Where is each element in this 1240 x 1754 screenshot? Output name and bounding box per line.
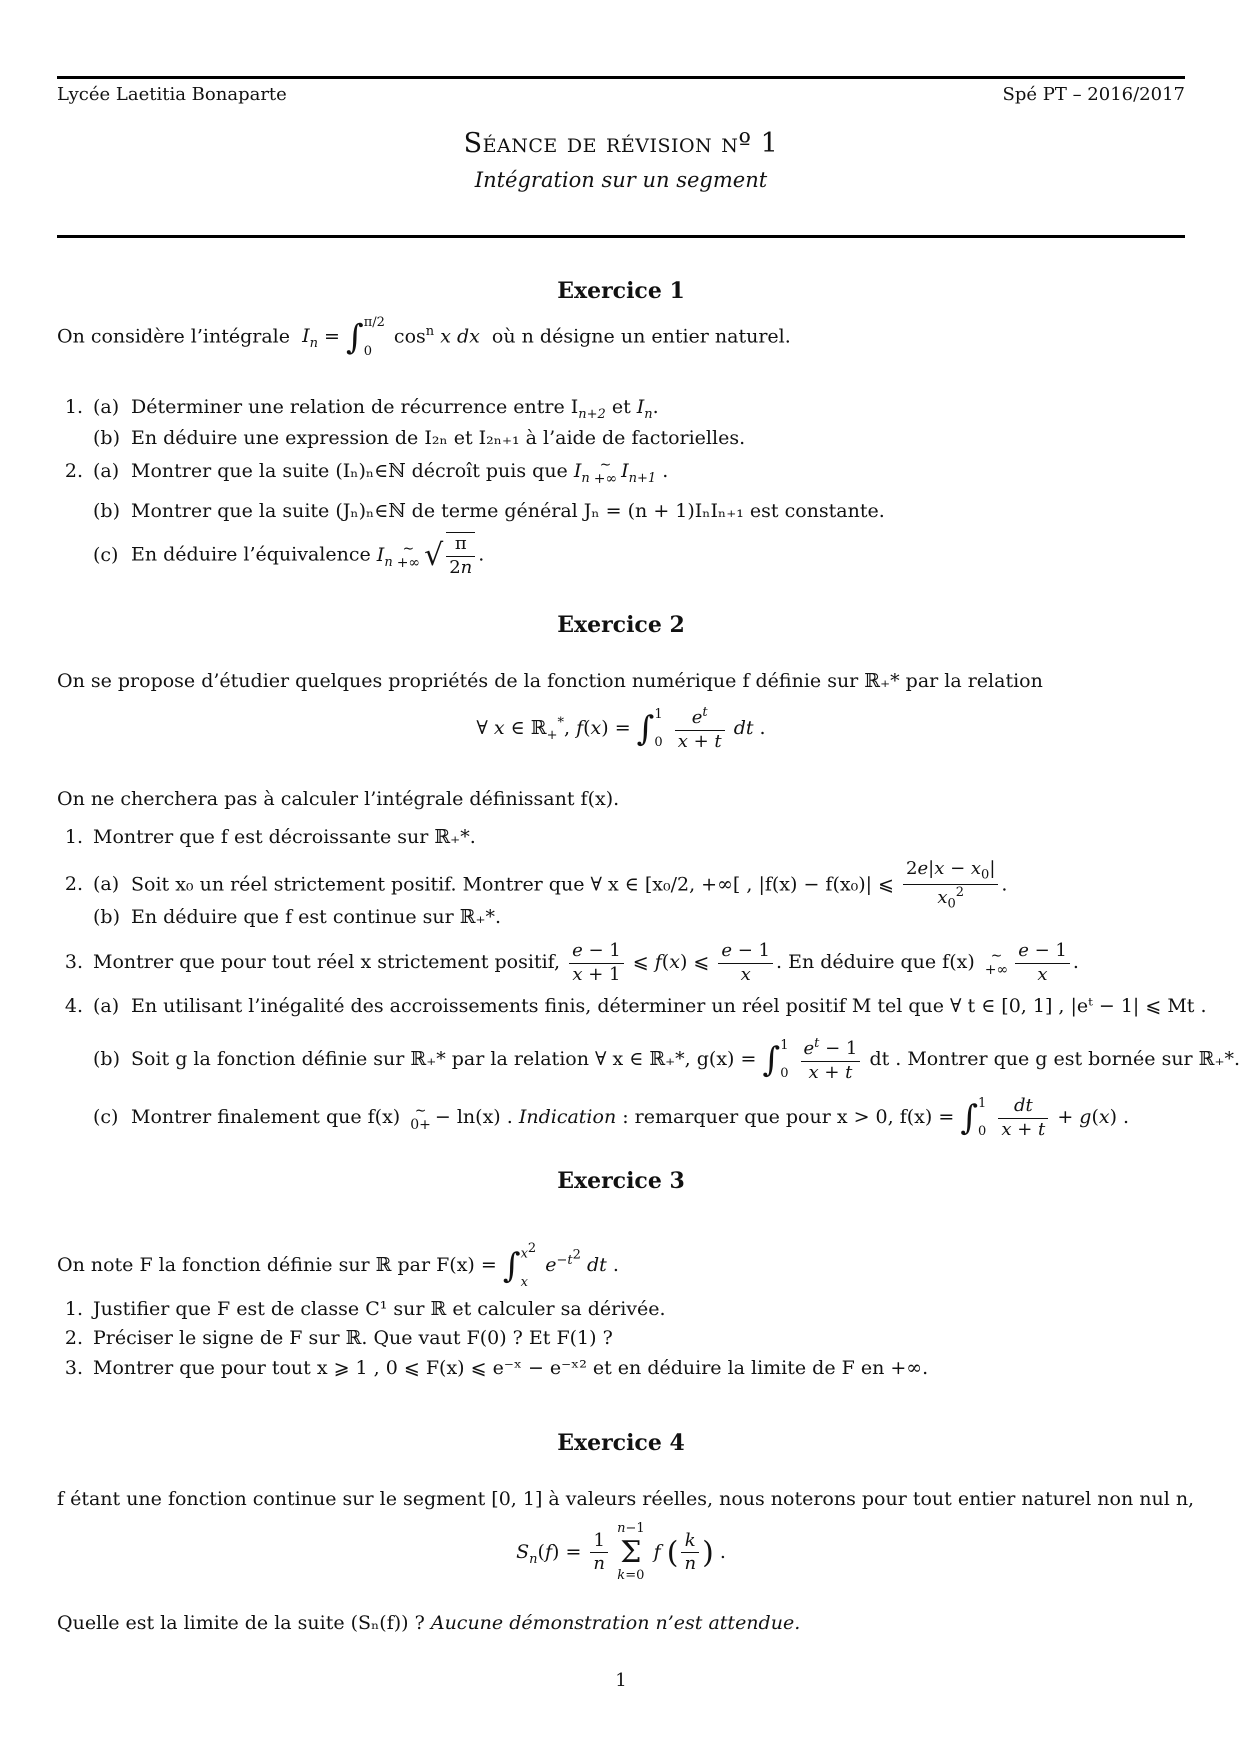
page-title: Séance de révision nº 1 <box>463 128 779 159</box>
ex2-note: On ne cherchera pas à calculer l’intégrale définissant f(x). <box>57 788 620 810</box>
ex1-q1a: 1. (a) Déterminer une relation de récurrence entre $I_{n+2}$ et $I_n$. <box>64 396 659 422</box>
ex1-q2a: 2. (a) Montrer que la suite (Iₙ)ₙ∈ℕ décroît puis que $I_n$ ∼ +∞ $I_{n+1}$ . <box>64 457 669 487</box>
exercise-3-title: Exercice 3 <box>557 1168 685 1194</box>
ex4-question: Quelle est la limite de la suite (Sₙ(f)) ? Aucune démonstration n’est attendue. <box>57 1612 801 1634</box>
exercise-4-title: Exercice 4 <box>557 1430 685 1456</box>
school-name: Lycée Laetitia Bonaparte <box>57 84 287 105</box>
exercise-2-title: Exercice 2 <box>557 612 685 638</box>
header-rule <box>57 76 1185 79</box>
ex2-q1: 1. Montrer que f est décroissante sur ℝ₊*. <box>64 826 476 848</box>
ex1-q2c: (c) En déduire l’équivalence $I_n$ ∼ +∞ √ $\frac{\pi}{2n}$ . <box>93 533 485 578</box>
ex1-q1b: (b) En déduire une expression de I₂ₙ et I₂ₙ₊₁ à l’aide de factorielles. <box>93 427 746 449</box>
ex2-definition: ∀ x ∈ ℝ$_+$*, f(x) = ∫ 1 0 $\frac{e^t}{x + t}$ dt . <box>476 705 766 752</box>
exercise-3-intro: On note F la fonction définie sur ℝ par F(x) = ∫ $x^2$ x $e^{-t^2}$ dt . <box>57 1241 619 1290</box>
exercise-1-title: Exercice 1 <box>557 278 685 304</box>
ex2-q3: 3. Montrer que pour tout réel x strictement positif, $\frac{e - 1}{x + 1}$ ⩽ f(x) ⩽ $\frac{e - 1}{x}$ . En déduire que f(x) ∼ +∞ $\frac{e - 1}{x}$ . <box>64 940 1079 985</box>
exercise-4-intro: f étant une fonction continue sur le segment [0, 1] à valeurs réelles, nous noterons pour tout entier naturel non nul n, <box>57 1488 1195 1510</box>
ex1-q2b: (b) Montrer que la suite (Jₙ)ₙ∈ℕ de terme général Jₙ = (n + 1)IₙIₙ₊₁ est constante. <box>93 500 885 522</box>
title-rule <box>57 235 1185 238</box>
ex3-q1: 1. Justifier que F est de classe C¹ sur ℝ et calculer sa dérivée. <box>64 1298 666 1320</box>
ex2-q4a: 4. (a) En utilisant l’inégalité des accroissements finis, déterminer un réel positif M tel que ∀ t ∈ [0, 1] , |eᵗ − 1| ⩽ Mt . <box>64 995 1207 1017</box>
ex2-q2b: (b) En déduire que f est continue sur ℝ₊*. <box>93 906 502 928</box>
ex4-sum-definition: $S_n(f)$ = $\frac{1}{n}$ n−1 Σ k=0 f ( $\frac{k}{n}$ ) . <box>516 1521 726 1584</box>
exercise-2-intro: On se propose d’étudier quelques propriétés de la fonction numérique f définie sur ℝ₊* par la relation <box>57 670 1043 692</box>
page-subtitle: Intégration sur un segment <box>474 168 768 192</box>
exercise-1-intro: On considère l’intégrale $I_n$ = ∫ π/2 0 $\cos^n x$ dx où n désigne un entier naturel. <box>57 315 791 359</box>
ex2-q4c: (c) Montrer finalement que f(x) ∼ 0+ − ln(x) . Indication : remarquer que pour x > 0, f(x) = ∫ 1 0 $\frac{dt}{x + t}$ + g(x) . <box>93 1095 1130 1140</box>
ex2-q2a: 2. (a) Soit x₀ un réel strictement positif. Montrer que ∀ x ∈ [x₀/2, +∞[ , |f(x) − f(x₀)| ⩽ $\frac{2e|x - x_0|}{x_0^2}$ . <box>64 858 1008 912</box>
ex3-q2: 2. Préciser le signe de F sur ℝ. Que vaut F(0) ? Et F(1) ? <box>64 1327 613 1349</box>
integral-sign: ∫ <box>345 317 364 358</box>
page-number: 1 <box>615 1670 627 1691</box>
ex2-q4b: (b) Soit g la fonction définie sur ℝ₊* par la relation ∀ x ∈ ℝ₊*, g(x) = ∫ 1 0 $\frac{e^t - 1}{x + t}$ dt . Montrer que g est bornée sur ℝ₊*. <box>93 1036 1240 1083</box>
class-year: Spé PT – 2016/2017 <box>1002 84 1185 105</box>
ex3-q3: 3. Montrer que pour tout x ⩾ 1 , 0 ⩽ F(x) ⩽ e⁻ˣ − e⁻ˣ² et en déduire la limite de F en +∞. <box>64 1357 929 1379</box>
